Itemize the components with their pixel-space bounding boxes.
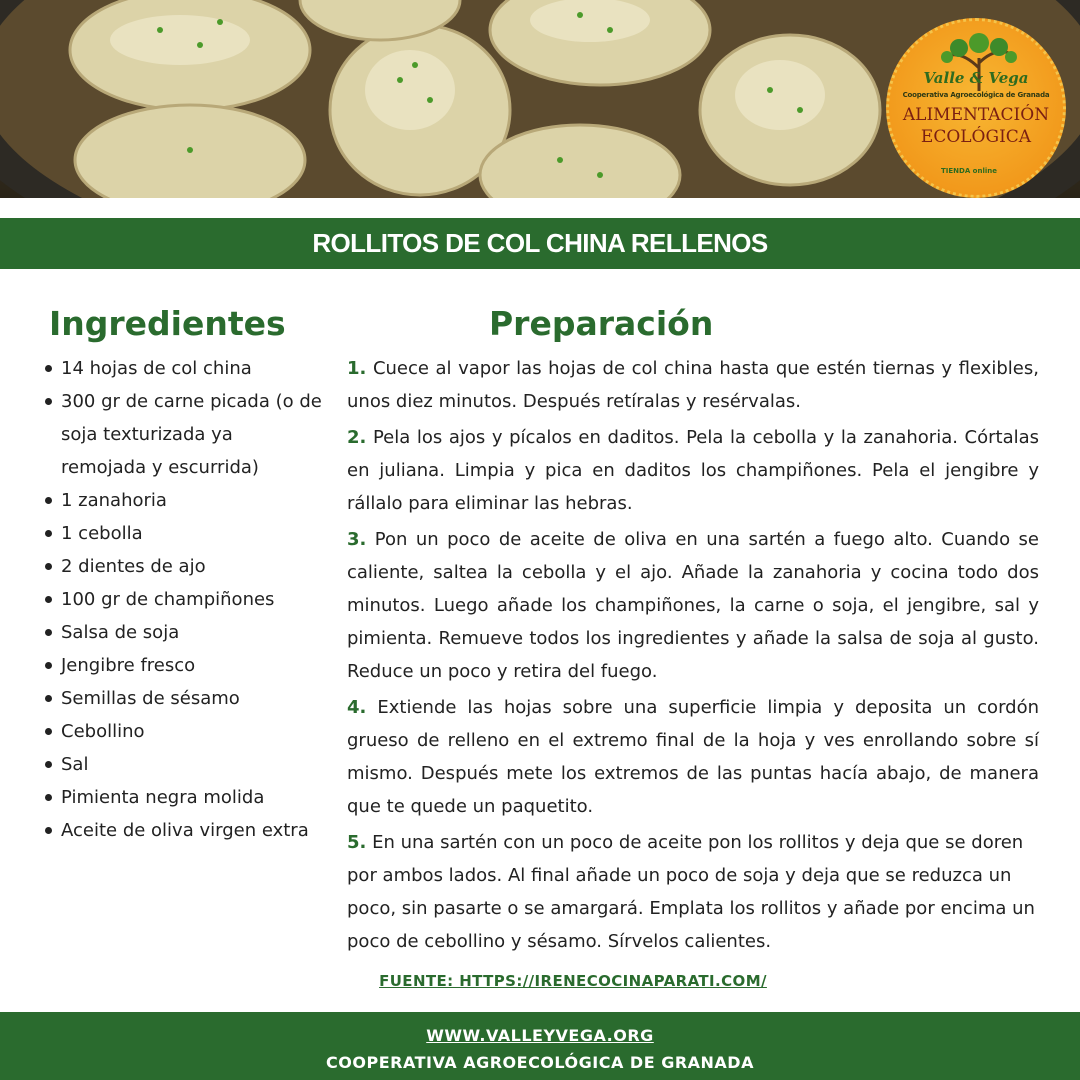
ingredient-item: 14 hojas de col china bbox=[40, 352, 322, 385]
step-text: Pon un poco de aceite de oliva en una sartén a fuego alto. Cuando se caliente, saltea la cebolla y el ajo. Añade la zanahoria y cocina todo dos minutos. Luego añade los champiñones, la carne o soja, el jengibre, sal y pimienta. Remueve todos los ingredientes y añade la salsa de soja al gusto. Reduce un poco y retira del fuego. bbox=[347, 529, 1039, 682]
website-link[interactable]: WWW.VALLEYVEGA.ORG bbox=[426, 1026, 654, 1045]
recipe-title: ROLLITOS DE COL CHINA RELLENOS bbox=[312, 228, 768, 258]
preparation-heading: Preparación bbox=[489, 304, 714, 343]
ingredient-item: Cebollino bbox=[40, 715, 322, 748]
step-text: En una sartén con un poco de aceite pon los rollitos y deja que se doren por ambos lados. Al final añade un poco de soja y deja que se reduzca un poco, sin pasarte o se amargará. Emplata los rollitos y añade por encima un poco de cebollino y sésamo. Sírvelos calientes. bbox=[347, 832, 1035, 952]
ingredient-item: 1 cebolla bbox=[40, 517, 322, 550]
logo-line-ecologica: ECOLÓGICA bbox=[920, 127, 1032, 147]
step-number: 5. bbox=[347, 832, 367, 853]
ingredient-item: Pimienta negra molida bbox=[40, 781, 322, 814]
logo-tienda-online: TIENDA online bbox=[941, 167, 998, 175]
ingredient-item: Sal bbox=[40, 748, 322, 781]
logo-brand: Valle & Vega bbox=[923, 69, 1029, 87]
ingredient-item: 2 dientes de ajo bbox=[40, 550, 322, 583]
logo-line-alimentacion: ALIMENTACIÓN bbox=[902, 105, 1050, 125]
logo-coop-name: Cooperativa Agroecológica de Granada bbox=[902, 91, 1050, 99]
ingredient-item: Jengibre fresco bbox=[40, 649, 322, 682]
ingredient-item: 100 gr de champiñones bbox=[40, 583, 322, 616]
ingredient-item: Semillas de sésamo bbox=[40, 682, 322, 715]
step-number: 2. bbox=[347, 427, 367, 448]
preparation-step bbox=[347, 826, 1039, 958]
step-number: 4. bbox=[347, 697, 367, 718]
ingredient-item: Aceite de oliva virgen extra bbox=[40, 814, 322, 847]
ingredient-item: 300 gr de carne picada (o de soja texturizada ya remojada y escurrida) bbox=[40, 385, 322, 484]
footer bbox=[0, 1012, 1080, 1080]
preparation-step bbox=[347, 352, 1039, 418]
ingredients-heading: Ingredientes bbox=[49, 304, 286, 343]
step-text: Extiende las hojas sobre una superficie limpia y deposita un cordón grueso de relleno en el extremo final de la hoja y ves enrollando sobre sí mismo. Después mete los extremos de las puntas hacía abajo, de manera que te quede un paquetito. bbox=[347, 697, 1039, 817]
preparation-step bbox=[347, 421, 1039, 520]
valle-vega-logo bbox=[886, 18, 1066, 198]
preparation-steps bbox=[347, 352, 1039, 961]
title-bar bbox=[0, 218, 1080, 269]
ingredient-item: 1 zanahoria bbox=[40, 484, 322, 517]
footer-coop-name: COOPERATIVA AGROECOLÓGICA DE GRANADA bbox=[326, 1053, 754, 1072]
step-text: Pela los ajos y pícalos en daditos. Pela la cebolla y la zanahoria. Córtalas en juliana. Limpia y pica en daditos los champiñones. Pela el jengibre y rállalo para eliminar las hebras. bbox=[347, 427, 1040, 514]
step-text: Cuece al vapor las hojas de col china hasta que estén tiernas y flexibles, unos diez minutos. Después retíralas y resérvalas. bbox=[347, 358, 1039, 412]
step-number: 1. bbox=[347, 358, 367, 379]
ingredient-item: Salsa de soja bbox=[40, 616, 322, 649]
step-number: 3. bbox=[347, 529, 367, 550]
hero-image bbox=[0, 0, 1080, 198]
ingredients-list bbox=[40, 352, 322, 847]
source-link[interactable]: FUENTE: HTTPS://IRENECOCINAPARATI.COM/ bbox=[379, 972, 767, 990]
preparation-step bbox=[347, 691, 1039, 823]
preparation-step bbox=[347, 523, 1039, 688]
